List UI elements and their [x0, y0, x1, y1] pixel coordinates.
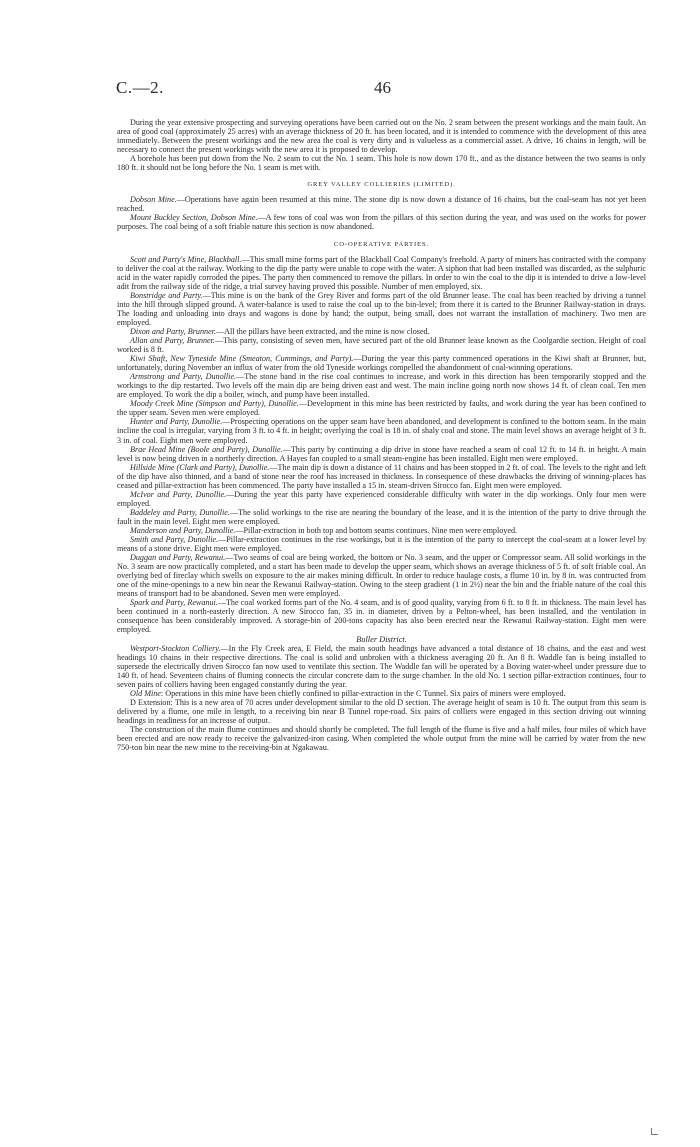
paragraph-title: Kiwi Shaft, New Tyneside Mine (Smeaton, Cummings, and Party). — [130, 354, 354, 364]
paragraph-text: —This party, consisting of seven men, have secured part of the old Brunner lease known as the Coolgardie section. Height of coal worked is 8 ft. — [117, 335, 646, 355]
paragraph — [117, 195, 646, 213]
paragraph — [117, 255, 646, 291]
paragraph-title: Smith and Party, Dunollie. — [130, 535, 219, 545]
paragraph — [117, 336, 646, 354]
paragraph-title: Allan and Party, Brunner. — [130, 335, 215, 345]
page-header — [116, 78, 646, 98]
paragraph-text: —The solid workings to the rise are nearing the boundary of the lease, and it is the intention of the party to drive through the fault in the main level. Eight men were employed. — [117, 507, 647, 526]
paragraph — [117, 508, 646, 526]
paragraph — [117, 490, 646, 508]
paragraph-title: Westport-Stockton Colliery. — [130, 643, 221, 653]
paragraph: A borehole has been put down from the No. 2 seam to cut the No. 1 seam. This hole is now down 170 ft., and as the distance between the two seams is only 180 ft. it should not be long before the No. 1 seam is met with. — [117, 154, 646, 173]
paragraph-title: Dixon and Party, Brunner. — [130, 326, 216, 336]
paragraph — [117, 689, 646, 698]
document-body — [117, 118, 646, 752]
paragraph-text: The construction of the main flume continues and should shortly be completed. The full length of the flume is five and a half miles, four miles of which have been erected and are now ready to receive the galvanized-iron casing. When completed the whole output from the mine will be carried by water from the new 750-ton bin near the new mine to the receiving-bin at Ngakawau. — [117, 725, 646, 753]
report-code: C.—2. — [116, 78, 164, 97]
paragraph-text: —Operations have again been resumed at this mine. The stone dip is now down a distance of 16 chains, but the coal-seam has not yet been reached. — [117, 195, 647, 214]
paragraph — [117, 644, 646, 689]
paragraph-text: D Extension: This is a new area of 70 acres under development similar to the old D section. The average height of seam is 10 ft. The output from this seam is delivered by a flume, one mile in length, to a receiving bin near B Tunnel rope-road. Six pairs of colliers were engaged in this section driving out winning headings in readiness for an increase of output. — [117, 697, 646, 725]
paragraph-title: Hunter and Party, Dunollie. — [130, 417, 223, 427]
paragraph-title: Baddeley and Party, Dunollie. — [130, 507, 230, 517]
paragraph — [117, 417, 646, 444]
paragraph — [117, 535, 646, 553]
paragraph-text: —Pillar-extraction in both top and bottom seams continues. Nine men were employed. — [235, 525, 518, 535]
paragraph: During the year extensive prospecting and surveying operations have been carried out on the No. 2 seam between the present workings and the main fault. An area of good coal (approximately 25 acres) with an average thickness of 20 ft. has been located, and it is intended to commence with the development of this area immediately. Between the present workings and the new area the coal is very dirty and is valueless as a commercial asset. A drive, 16 chains in length, will be necessary to connect the present workings with the new area it is proposed to develop. — [117, 118, 646, 155]
paragraph-title: Duggan and Party, Rewanui. — [130, 553, 226, 563]
paragraph-text: —Pillar-extraction continues in the rise workings, but it is the intention of the party to intercept the coal-seam at a lower level by means of a stone drive. Eight men were employed. — [117, 535, 646, 554]
section-heading-buller: Buller District. — [356, 634, 407, 644]
paragraph-text: —In the Fly Creek area, E Field, the main south headings have advanced a total distance of 18 chains, and the east and west headings 10 chains in their respective directions. The coal is solid and unbroken with a thickness averaging 20 ft. An 8 ft. Waddle fan is being installed to supersede the electrically driven Sirocco fan now used to ventilate this section. The Waddle fan will be operated by a Boving water-wheel under pressure due to 140 ft. of head. Seventeen chains of fluming connects the circular concrete dam to the surge chamber. In the old No. 1 section pillar-extraction continues, four to seven pairs of colliers having been engaged constantly during the year. — [117, 643, 647, 689]
paragraph — [117, 213, 646, 231]
paragraph-title: Old Mine — [130, 688, 161, 698]
paragraph-text: —Two seams of coal are being worked, the bottom or No. 3 seam, and the upper or Compressor seam. All solid workings in the No. 3 seam are now practically completed, and a start has been made to develop the upper seam, which shows an average thickness of 5 ft. of soft friable coal. An overlying bed of fireclay which swells on exposure to the air makes mining difficult. In order to reduce haulage costs, a flume 10 in. by 8 in. was contructed from one of the mine-openings to a new bin near the Rewanui Railway-station. Owing to the steep gradient (1 in 2½) near the bin and the friable nature of the coal this means of transport had to be abandoned. Seven men were employed. — [117, 553, 647, 599]
paragraph — [117, 354, 646, 372]
paragraph-title: Brae Head Mine (Boole and Party), Dunollie. — [130, 444, 283, 454]
paragraph-text: —All the pillars have been extracted, and the mine is now closed. — [215, 326, 430, 336]
paragraph — [117, 725, 646, 752]
paragraph-title: Mount Buckley Section, Dobson Mine. — [130, 213, 258, 223]
paragraph — [117, 327, 646, 336]
paragraph-title: Manderson and Party, Dunollie. — [130, 525, 236, 535]
paragraph — [117, 698, 646, 725]
paragraph-text: —A few tons of coal was won from the pillars of this section during the year, and was used on the works for power purposes. The coal being of a soft friable nature this section is now abandoned. — [117, 213, 646, 232]
page-number: 46 — [374, 78, 391, 97]
paragraph — [117, 553, 646, 598]
paragraph-text: —The stone band in the rise coal continues to increase, and work in this direction has been temporarily stopped and the workings to the dip restarted. Two levels off the main dip are being driven east and west. The main incline going north now shows 14 ft. of clean coal. Ten men are employed. To work the dip a boiler, winch, and pump have been installed. — [117, 372, 647, 400]
paragraph-title: McIvor and Party, Dunollie. — [130, 489, 227, 499]
paragraph-title: Bonstridge and Party. — [130, 290, 203, 300]
paragraph-title: Armstrong and Party, Dunollie. — [130, 372, 237, 382]
paragraph-text: —The coal worked forms part of the No. 4 seam, and is of good quality, varying from 6 ft. to 8 ft. in thickness. The main level has been continued in a north-easterly direction. A new Sirocco fan, 35 in. in diameter, driven by a Pelton-wheel, has been installed, and the ventilation in consequence has been considerably improved. A storage-bin of 200-tons capacity has also been erected near the Rewanui Railway-station. Eight men were employed. — [117, 598, 646, 635]
section-heading-grey-valley: GREY VALLEY COLLIERIES (LIMITED). — [307, 181, 456, 189]
paragraph-title: Hillside Mine (Clark and Party), Dunollie. — [130, 462, 270, 472]
paragraph-text: —During the year this party commenced operations in the Kiwi shaft at Brunner, but, unfortunately, during November an influx of water from the old Tyneside workings compelled the abandonment of coal-winning operations. — [117, 354, 646, 373]
paragraph-text: —This party by continuing a dip drive in stone have reached a seam of coal 12 ft. to 14 ft. in height. A main level is now being driven in a northerly direction. A Hayes fan coupled to a small steam-engine has been installed. Eight men were employed. — [117, 444, 646, 463]
grey-valley-section — [117, 195, 646, 231]
paragraph — [117, 399, 646, 417]
cooperative-section — [117, 255, 646, 635]
buller-section — [117, 644, 646, 753]
paragraph-text: —During the year this party have experienced considerable difficulty with water in the dip workings. Only four men were employed. — [117, 489, 646, 508]
paragraph — [117, 598, 646, 634]
paragraph — [117, 372, 646, 399]
paragraph-title: Dobson Mine. — [130, 195, 177, 205]
paragraph — [117, 445, 646, 463]
paragraph-text: —The main dip is down a distance of 11 chains and has been stopped in 2 ft. of coal. The levels to the right and left of the dip have also thinned, and a band of stone near the roof has increased in thickness. In consequence of these drawbacks the driving of winning-places has ceased and pillar-extraction has been commenced. The party have installed a 15 in. steam-driven Sirocco fan. Eight men were employed. — [117, 462, 647, 490]
paragraph-text: —This mine is on the bank of the Grey River and forms part of the old Brunner lease. The coal has been reached by driving a tunnel into the hill through slipped ground. A water-balance is used to raise the coal up to the bin-level; from there it is carted to the Brunner Railway-station in drays. The loading and unloading into drays and wagons is done by hand; the output, being small, does not warrant the installation of machinery. Two men are employed. — [117, 290, 647, 327]
paragraph — [117, 463, 646, 490]
corner-mark — [651, 1128, 658, 1135]
paragraph-text: : Operations in this mine have been chiefly confined to pillar-extraction in the C Tunnel. Six pairs of miners were employed. — [160, 688, 566, 698]
paragraph-text: —Prospecting operations on the upper seam have been abandoned, and development is confined to the bottom seam. In the main incline the coal is irregular, varying from 3 ft. to 4 ft. in height; overlying the coal is 18 in. of shaly coal and stone. The main level shows an average height of 3 ft. 3 in. of coal. Eight men were employed. — [117, 417, 646, 445]
paragraph-title: Moody Creek Mine (Simpson and Party), Dunollie. — [130, 399, 299, 409]
paragraph-title: Spark and Party, Rewanui. — [130, 598, 218, 608]
paragraph — [117, 291, 646, 327]
paragraph-title: Scott and Party's Mine, Blackball. — [130, 254, 242, 264]
section-heading-cooperative: CO-OPERATIVE PARTIES. — [333, 240, 430, 248]
paragraph — [117, 526, 646, 535]
paragraph-text: —Development in this mine has been restricted by faults, and work during the year has been confined to the upper seam. Seven men were employed. — [117, 399, 646, 418]
paragraph-text: —This small mine forms part of the Blackball Coal Company's freehold. A party of miners has contracted with the company to deliver the coal at the railway. Working to the dip the party were unable to cope with the water. A siphon that had been installed was discarded, as the sulphuric acid in the water rapidly corroded the pipes. The party then commenced to remove the pillars. In order to win the coal to the dip it is intended to drive a low-level adit from the railway side of the ridge, a trial survey having proved this possible. Number of men employed, six. — [117, 254, 646, 291]
